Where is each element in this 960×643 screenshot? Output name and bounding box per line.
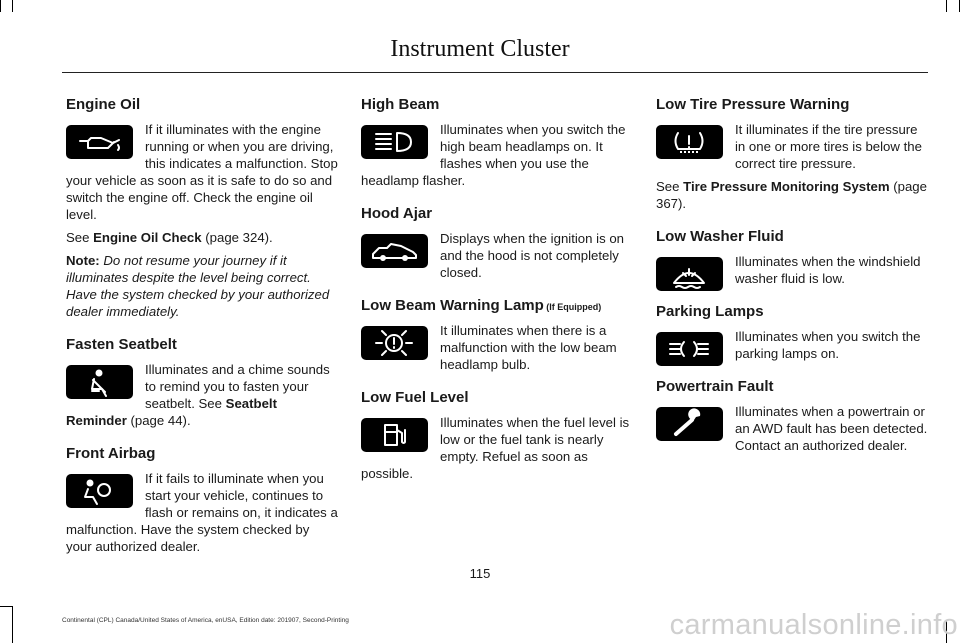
seatbelt-icon xyxy=(66,365,133,399)
section-heading-text: Parking Lamps xyxy=(656,303,764,320)
crop-mark xyxy=(0,0,1,12)
watermark: carmanualsonline.info xyxy=(669,609,958,641)
engine-oil-icon xyxy=(66,125,133,159)
high-beam-icon xyxy=(361,125,428,159)
footer-text: Continental (CPL) Canada/United States of America, enUSA, Edition date: 201907, Second-Printing xyxy=(62,617,349,624)
text-run: (page 367). xyxy=(656,179,927,211)
section-heading xyxy=(656,378,928,395)
section xyxy=(66,336,338,429)
text-run: Illuminates and a chime sounds to remind you to fasten your seatbelt. See xyxy=(145,362,330,411)
bold-text: Note: xyxy=(66,253,104,268)
page-number: 115 xyxy=(469,566,491,581)
fuel-pump-icon xyxy=(361,418,428,452)
if-equipped-note: (If Equipped) xyxy=(543,302,602,312)
text-run: (page 324). xyxy=(201,230,273,245)
section-heading-text: High Beam xyxy=(361,96,440,113)
text-run: Illuminates when you switch the parking lamps on. xyxy=(735,329,921,361)
section-heading-text: Powertrain Fault xyxy=(656,378,774,395)
section-heading-text: Low Fuel Level xyxy=(361,389,469,406)
bold-text: Seatbelt Reminder xyxy=(66,396,277,428)
section-heading-text: Low Tire Pressure Warning xyxy=(656,96,850,113)
airbag-icon xyxy=(66,474,133,508)
wrench-icon xyxy=(656,407,723,441)
hood-ajar-icon xyxy=(361,234,428,268)
text-run: (page 44). xyxy=(126,413,191,428)
section-heading-text: Engine Oil xyxy=(66,96,141,113)
paragraph xyxy=(66,229,338,246)
column-middle xyxy=(361,96,633,498)
text-run: It illuminates when there is a malfunction with the low beam headlamp bulb. xyxy=(440,323,617,372)
bold-text: Tire Pressure Monitoring System xyxy=(683,179,890,194)
crop-mark xyxy=(12,606,13,643)
text-run: If it illuminates with the engine running or when you are driving, this indicates a malfunction. Stop your vehicle as soon as it is safe to do so and switch the engine off. Check the engine oil level. xyxy=(66,122,338,222)
section-heading xyxy=(66,96,338,113)
text-run: Illuminates when a powertrain or an AWD fault has been detected. Contact an authorized dealer. xyxy=(735,404,928,453)
page-title: Instrument Cluster xyxy=(390,36,570,62)
crop-mark xyxy=(946,0,947,12)
washer-fluid-icon xyxy=(656,257,723,291)
section-heading xyxy=(66,445,338,462)
text-run: Do not resume your journey if it illuminates despite the level being correct. Have the system checked by your authorized dealer immediately. xyxy=(66,253,330,319)
section xyxy=(66,445,338,555)
text-run: Illuminates when the windshield washer fluid is low. xyxy=(735,254,921,286)
tire-pressure-icon xyxy=(656,125,723,159)
section-heading xyxy=(361,205,633,222)
section-heading xyxy=(66,336,338,353)
text-run: See xyxy=(66,230,94,245)
section-heading-text: Low Washer Fluid xyxy=(656,228,784,245)
section xyxy=(656,228,928,287)
section-heading-text: Fasten Seatbelt xyxy=(66,336,177,353)
low-beam-warning-icon xyxy=(361,326,428,360)
section-heading-text: Front Airbag xyxy=(66,445,156,462)
column-right xyxy=(656,96,928,470)
text-run: See xyxy=(656,179,684,194)
section xyxy=(66,96,338,320)
crop-mark xyxy=(12,0,13,12)
bold-text: Engine Oil Check xyxy=(93,230,202,245)
section-heading-text: Low Beam Warning Lamp xyxy=(361,297,544,314)
section-heading xyxy=(361,389,633,406)
section xyxy=(656,303,928,362)
section xyxy=(361,297,633,373)
section xyxy=(361,389,633,482)
text-run: Displays when the ignition is on and the hood is not completely closed. xyxy=(440,231,624,280)
section-heading xyxy=(656,228,928,245)
text-run: If it fails to illuminate when you start your vehicle, continues to flash or remains on, it indicates a malfunction. Have the system checked by your authorized dealer. xyxy=(66,471,338,554)
section-heading xyxy=(656,303,928,320)
text-run: Illuminates when the fuel level is low or the fuel tank is nearly empty. Refuel as soon as possible. xyxy=(361,415,630,481)
column-left xyxy=(66,96,338,571)
section-heading-text: Hood Ajar xyxy=(361,205,433,222)
header-rule xyxy=(62,72,928,73)
paragraph xyxy=(656,178,928,212)
section-heading xyxy=(361,297,633,314)
text-run: Illuminates when you switch the high beam headlamps on. It flashes when you use the headlamp flasher. xyxy=(361,122,626,188)
section xyxy=(656,378,928,454)
section-heading xyxy=(361,96,633,113)
crop-mark xyxy=(0,606,12,607)
section xyxy=(656,96,928,212)
text-run: It illuminates if the tire pressure in one or more tires is below the correct tire pressure. xyxy=(735,122,922,171)
paragraph xyxy=(66,252,338,320)
section xyxy=(361,205,633,281)
section xyxy=(361,96,633,189)
section-heading xyxy=(656,96,928,113)
parking-lamps-icon xyxy=(656,332,723,366)
